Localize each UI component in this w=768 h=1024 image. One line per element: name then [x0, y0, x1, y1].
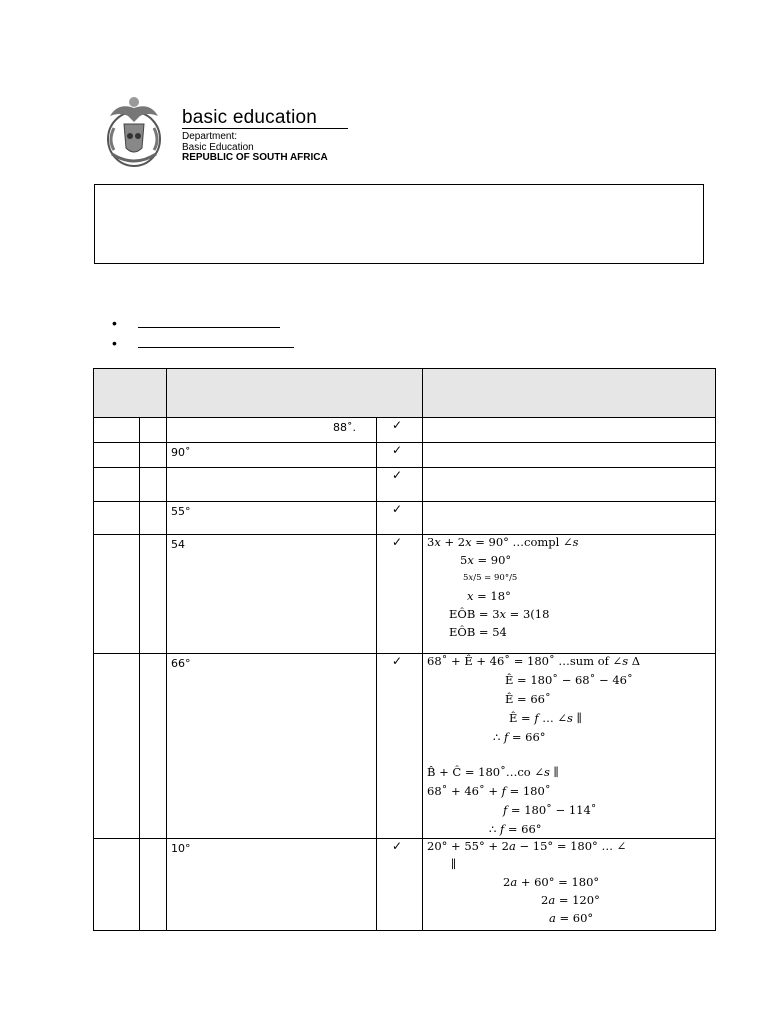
department-line1: Department: [182, 131, 238, 142]
working-line: 5𝑥 = 90° [460, 553, 512, 567]
answer-cell: 90˚ [167, 443, 377, 468]
answer-cell: 54 [167, 535, 377, 654]
header-answer-cell [167, 369, 423, 418]
tick-icon: ✓ [377, 502, 423, 535]
table-row [94, 468, 716, 502]
working-line: 68˚ + 46˚ + 𝑓 = 180˚ [427, 784, 551, 798]
working-line: 2𝑎 + 60° = 180° [503, 875, 600, 889]
tick-icon: ✓ [377, 839, 423, 931]
working-line: 2𝑎 = 120° [541, 893, 600, 907]
working-line: 20° + 55° + 2𝑎 − 15° = 180° … ∠ [427, 839, 627, 853]
table-row [94, 502, 716, 535]
tick-icon: ✓ [377, 418, 423, 443]
department-line2: Basic Education [182, 142, 254, 153]
bullet-icon: • [112, 315, 117, 331]
working-line: ∥ [451, 857, 457, 871]
table-header-row [94, 369, 716, 418]
brand-name: basic education [182, 107, 318, 128]
header-question-cell [94, 369, 167, 418]
tick-icon: ✓ [377, 535, 423, 654]
working-line: 𝑓 = 180˚ − 114˚ [503, 803, 597, 817]
title-box [94, 184, 704, 264]
working-line: 𝑥 = 18° [467, 589, 511, 603]
bullet-icon: • [112, 335, 117, 351]
table-row [94, 839, 716, 931]
working-line: 𝑎 = 60° [549, 911, 594, 925]
working-cell [423, 839, 716, 931]
working-line: 3𝑥 + 2𝑥 = 90° …compl ∠𝑠 [427, 535, 579, 549]
working-line: B̂ + Ĉ = 180˚…co ∠𝑠 ∥ [427, 765, 559, 779]
working-line: Ê = 66˚ [505, 692, 551, 706]
memo-table [93, 368, 716, 931]
table-row [94, 535, 716, 654]
working-line: 68˚ + Ê + 46˚ = 180˚ …sum of ∠𝑠 Δ [427, 654, 641, 668]
working-line: Ê = 𝑓 … ∠𝑠 ∥ [509, 711, 582, 725]
coat-of-arms-logo [100, 94, 168, 168]
working-cell [423, 654, 716, 839]
table-row [94, 443, 716, 468]
working-line: EÔB = 54 [449, 625, 507, 639]
answer-cell [167, 468, 377, 502]
blank-line [138, 347, 294, 348]
table-row [94, 418, 716, 443]
working-line: EÔB = 3𝑥 = 3(18 [449, 607, 550, 621]
header-comment-cell [423, 369, 716, 418]
brand-underline [182, 128, 348, 129]
working-line: ∴ 𝑓 = 66° [489, 822, 542, 836]
working-line: ∴ 𝑓 = 66° [493, 730, 546, 744]
working-line: 5𝑥/5 = 90°/5 [463, 573, 518, 583]
working-cell [423, 535, 716, 654]
tick-icon: ✓ [377, 443, 423, 468]
working-line: Ê = 180˚ − 68˚ − 46˚ [505, 673, 633, 687]
tick-icon: ✓ [377, 468, 423, 502]
answer-cell: 10° [167, 839, 377, 931]
blank-line [138, 327, 280, 328]
table-row [94, 654, 716, 839]
tick-icon: ✓ [377, 654, 423, 839]
answer-cell: 55° [167, 502, 377, 535]
answer-cell: 88˚. [167, 418, 377, 443]
answer-cell: 66° [167, 654, 377, 839]
country-name: REPUBLIC OF SOUTH AFRICA [182, 152, 328, 163]
